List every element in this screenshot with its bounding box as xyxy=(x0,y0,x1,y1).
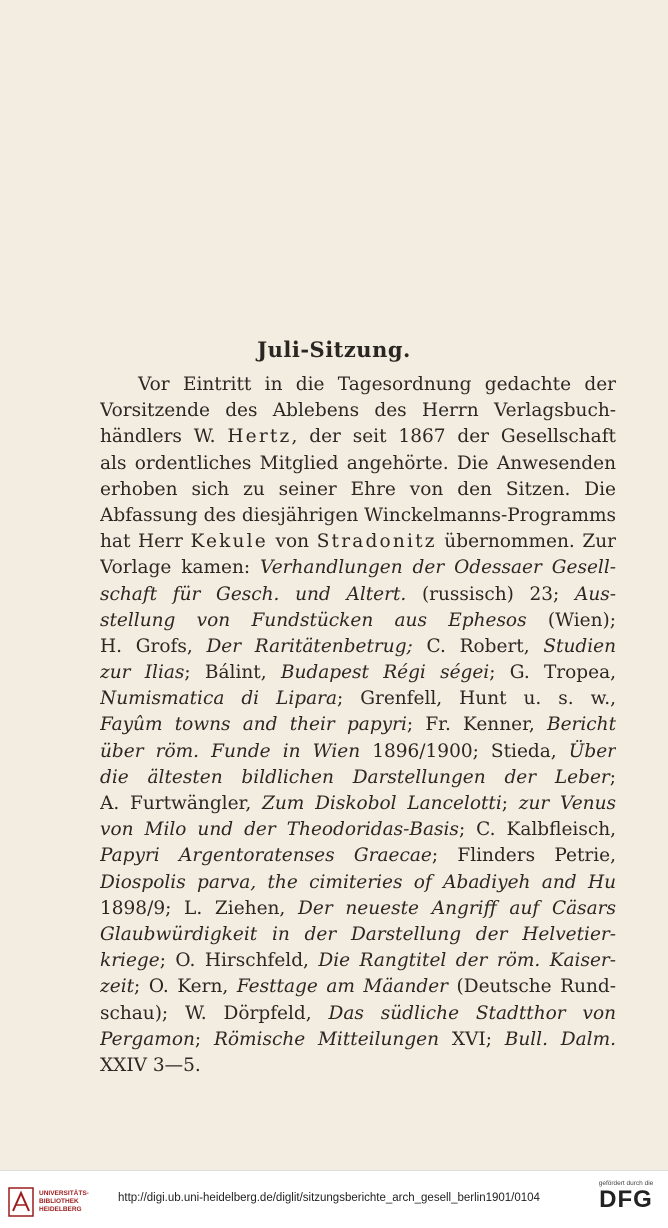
permalink-url[interactable]: http://digi.ub.uni-heidelberg.de/diglit/sitzungsberichte_arch_gesell_berlin1901/0104 xyxy=(118,1192,540,1204)
text-line: zur Ilias; Bálint, Budapest Régi ségei; G. Tropea, xyxy=(100,662,616,684)
text-line: 1898/9; L. Ziehen, Der neueste Angriff auf Cäsars xyxy=(100,897,616,919)
text-line: schau); W. Dörpfeld, Das südliche Stadtthor von xyxy=(100,1002,616,1024)
library-line: UNIVERSITÄTS- xyxy=(39,1190,89,1197)
text-line: Abfassung des diesjährigen Winckelmanns-Programms xyxy=(100,504,616,526)
section-heading: Juli-Sitzung. xyxy=(257,337,411,362)
text-line: Fayûm towns and their papyri; Fr. Kenner, Bericht xyxy=(100,714,616,736)
text-line: kriege; O. Hirschfeld, Die Rangtitel der röm. Kaiser- xyxy=(100,950,616,972)
text-line: Vorsitzende des Ablebens des Herrn Verlagsbuch- xyxy=(100,400,616,422)
library-line: HEIDELBERG xyxy=(39,1206,82,1213)
text-line: die ältesten bildlichen Darstellungen der Leber; xyxy=(100,766,616,788)
text-line: erhoben sich zu seiner Ehre von den Sitzen. Die xyxy=(100,478,616,500)
library-logo[interactable] xyxy=(8,1185,112,1219)
text-line: händlers W. Hertz, der seit 1867 der Gesellschaft xyxy=(100,426,616,448)
text-line: Vor Eintritt in die Tagesordnung gedachte der xyxy=(138,374,616,395)
body-paragraph xyxy=(100,372,616,1079)
text-line: als ordentliches Mitglied angehörte. Die Anwesenden xyxy=(100,452,616,474)
funder-note: gefördert durch die xyxy=(598,1180,654,1187)
text-line: Glaubwürdigkeit in der Darstellung der Helvetier- xyxy=(100,923,616,945)
text-line: schaft für Gesch. und Altert. (russisch) 23; Aus- xyxy=(100,583,616,605)
text-line: Pergamon; Römische Mitteilungen XVI; Bull. Dalm. xyxy=(100,1028,616,1050)
text-line: stellung von Fundstücken aus Ephesos (Wien); xyxy=(100,609,616,631)
text-line: von Milo und der Theodoridas-Basis; C. Kalbfleisch, xyxy=(100,819,616,841)
library-name xyxy=(39,1190,89,1214)
library-line: BIBLIOTHEK xyxy=(39,1198,79,1205)
text-line: Papyri Argentoratenses Graecae; Flinders Petrie, xyxy=(100,845,616,867)
dfg-logo[interactable] xyxy=(592,1180,660,1213)
text-line: Diospolis parva, the cimiteries of Abadiyeh and Hu xyxy=(100,871,616,893)
text-line: Vorlage kamen: Verhandlungen der Odessaer Gesell- xyxy=(100,557,616,579)
text-line: hat Herr Kekule von Stradonitz übernommen. Zur xyxy=(100,531,616,553)
text-line: über röm. Funde in Wien 1896/1900; Stieda, Über xyxy=(100,740,616,762)
library-emblem-icon xyxy=(8,1187,34,1217)
text-line: A. Furtwängler, Zum Diskobol Lancelotti; zur Venus xyxy=(100,793,616,814)
text-line: H. Grofs, Der Raritätenbetrug; C. Robert, Studien xyxy=(100,635,616,657)
text-line: zeit; O. Kern, Festtage am Mäander (Deutsche Rund- xyxy=(100,976,616,998)
text-line: Numismatica di Lipara; Grenfell, Hunt u. s. w., xyxy=(100,688,616,710)
viewer-footer xyxy=(0,1170,668,1228)
text-line: XXIV 3—5. xyxy=(100,1054,201,1076)
dfg-logo-text: DFG xyxy=(599,1186,653,1213)
